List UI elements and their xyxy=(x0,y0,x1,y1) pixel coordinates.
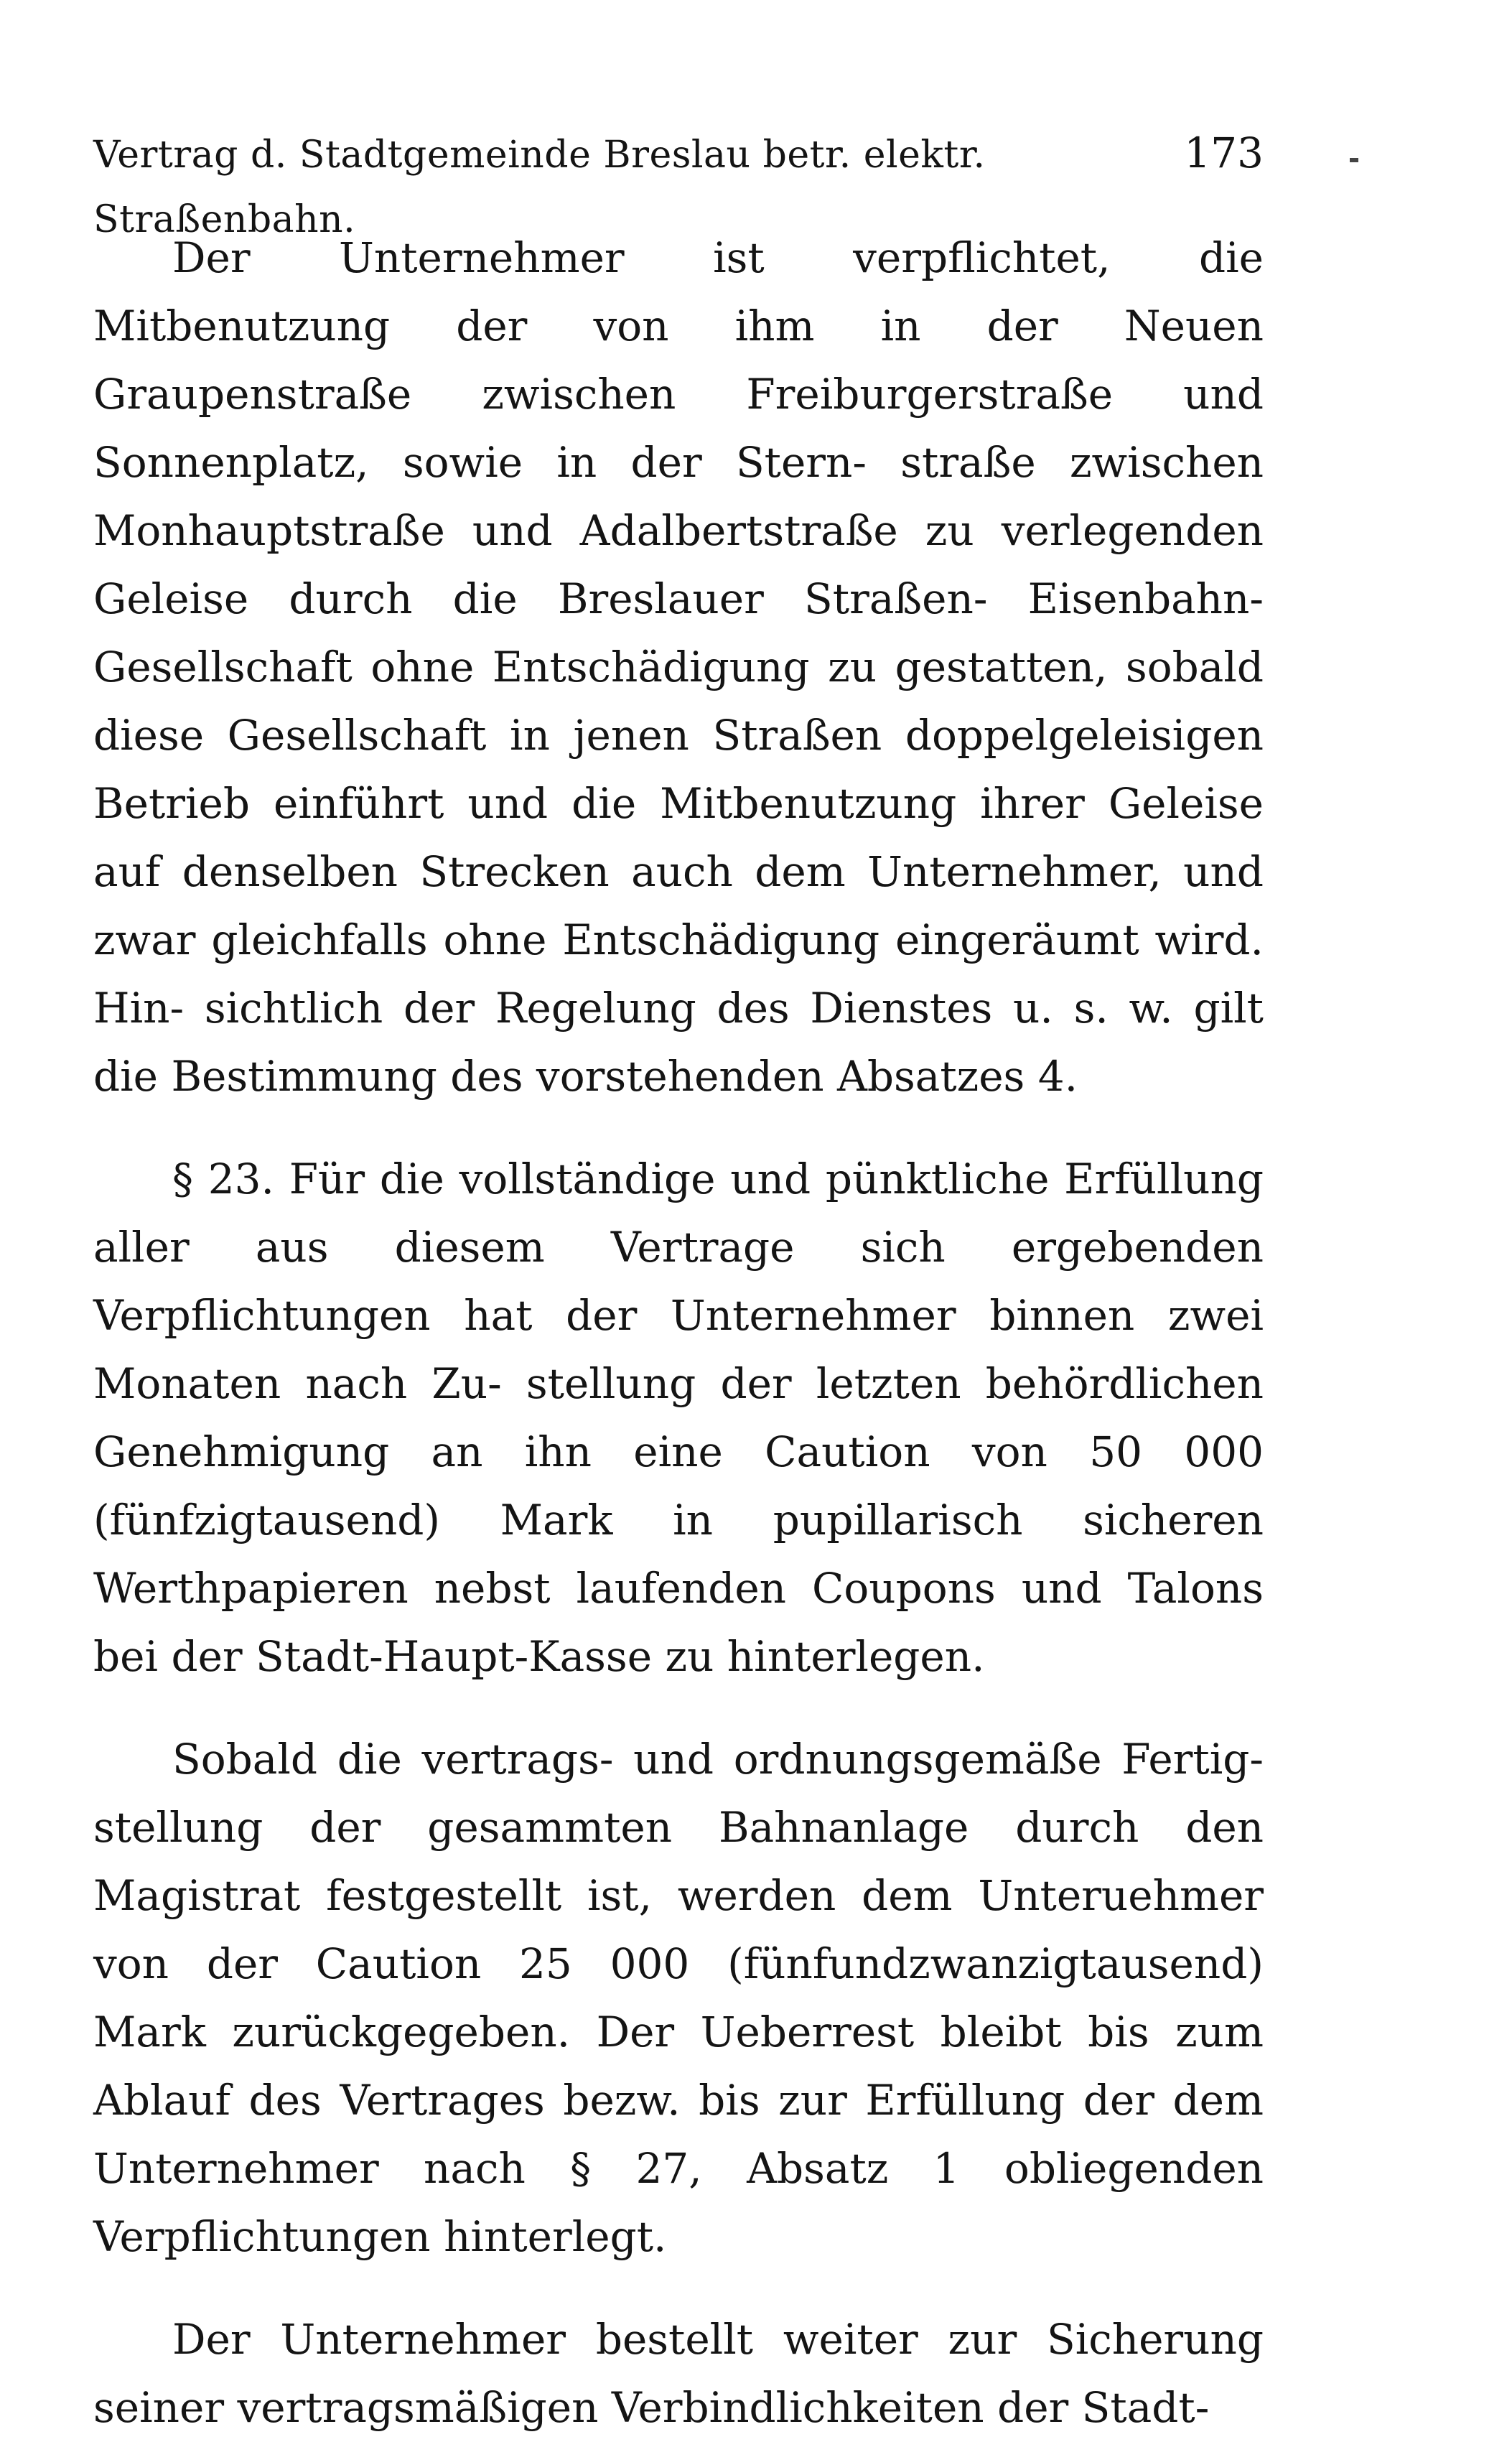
stray-print-mark xyxy=(1350,158,1358,162)
paragraph-1: Der Unternehmer ist verpflichtet, die Mitbenutzung der von ihm in der Neuen Graupenstraße zwischen Freiburgerstraße und Sonnenplatz, sowie in der Stern- straße zwischen Monhauptstraße und Adalbertstraße zu verlegenden Geleise durch die Breslauer Straßen- Eisenbahn-Gesellschaft ohne Entschädigung zu gestatten, sobald diese Gesellschaft in jenen Straßen doppelgeleisigen Betrieb einführt und die Mitbenutzung ihrer Geleise auf denselben Strecken auch dem Unternehmer, und zwar gleichfalls ohne Entschädigung eingeräumt wird. Hin- sichtlich der Regelung des Dienstes u. s. w. gilt die Bestimmung des vorstehenden Absatzes 4. xyxy=(93,233,1264,1101)
paragraph-4: Der Unternehmer bestellt weiter zur Sicherung seiner vertragsmäßigen Verbindlichkeiten der Stadt- xyxy=(93,2315,1264,2432)
paragraph-2-section-23: § 23. Für die vollständige und pünktliche Erfüllung aller aus diesem Vertrage sich ergebenden Verpflichtungen hat der Unternehmer binnen zwei Monaten nach Zu- stellung der letzten behördlichen Genehmigung an ihn eine Caution von 50 000 (fünfzigtausend) Mark in pupillarisch sicheren Werthpapieren nebst laufenden Coupons und Talons bei der Stadt-Haupt-Kasse zu hinterlegen. xyxy=(93,1155,1264,1681)
header-title: Vertrag d. Stadtgemeinde Breslau betr. elektr. Straßenbahn. xyxy=(93,134,986,241)
paragraph-3: Sobald die vertrags- und ordnungsgemäße Fertig- stellung der gesammten Bahnanlage durch den Magistrat festgestellt ist, werden dem Unteruehmer von der Caution 25 000 (fünfundzwanzigtausend) Mark zurückgegeben. Der Ueberrest bleibt bis zum Ablauf des Vertrages bezw. bis zur Erfüllung der dem Unternehmer nach § 27, Absatz 1 obliegenden Verpflichtungen hinterlegt. xyxy=(93,1735,1264,2261)
page-number: 173 xyxy=(1184,129,1264,177)
running-header xyxy=(93,121,1264,241)
page-body xyxy=(93,224,1264,2442)
